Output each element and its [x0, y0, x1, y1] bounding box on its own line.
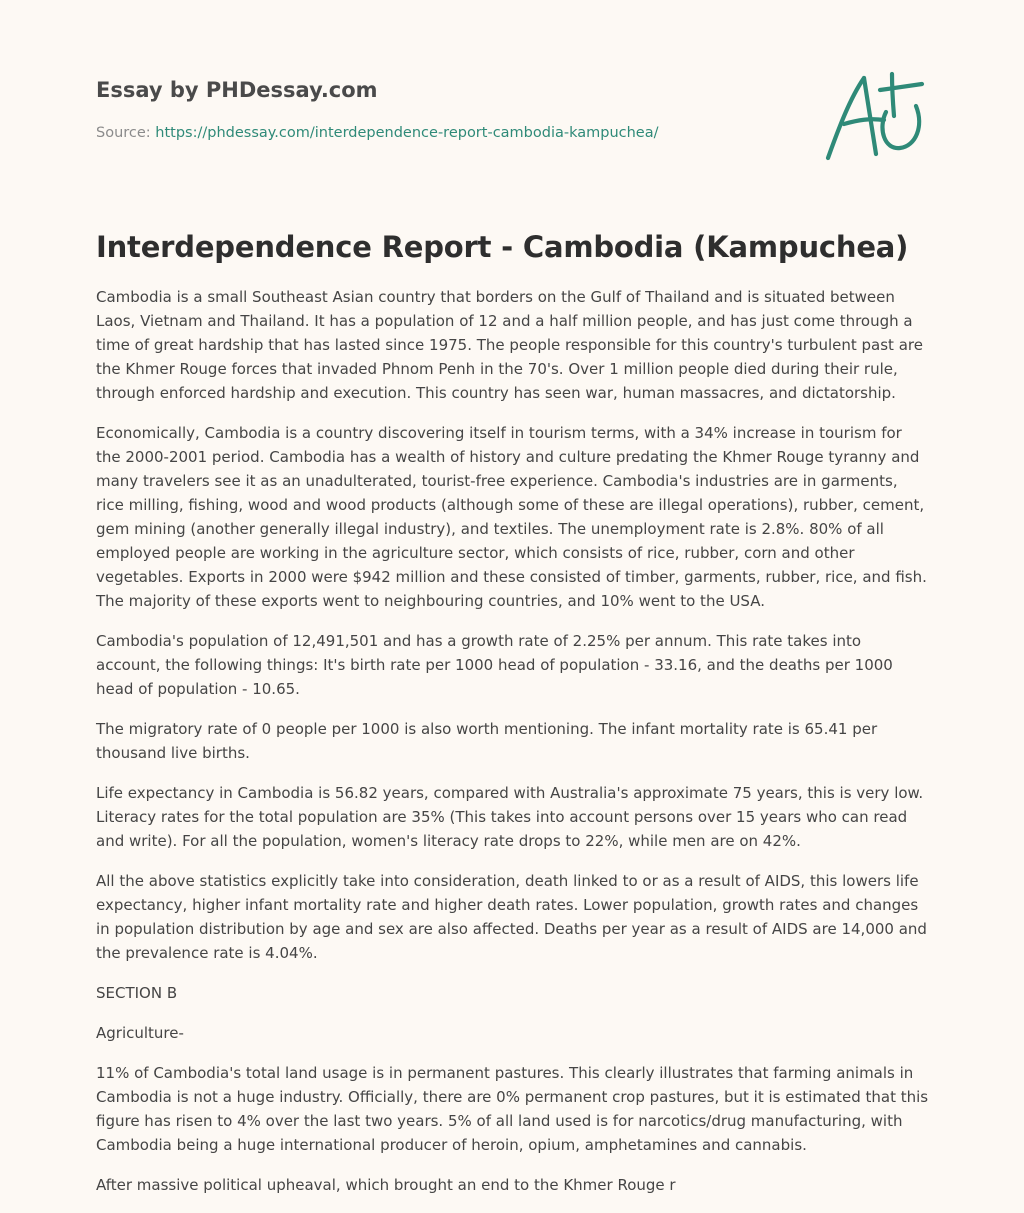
site-brand: Essay by PHDessay.com	[96, 78, 378, 102]
section-heading: SECTION B	[96, 984, 178, 1002]
source-line	[96, 123, 659, 143]
essay-page	[96, 0, 930, 1213]
essay-paragraph: Economically, Cambodia is a country discovering itself in tourism terms, with a 34% increase in tourism for the 2000-2001 period. Cambodia has a wealth of history and culture predating the Khmer Rouge tyranny and many travelers see it as an unadulterated, tourist-free experience. Cambodia's industries are in garments, rice milling, fishing, wood and wood products (although some of these are illegal operations), rubber, cement, gem mining (another generally illegal industry), and textiles. The unemployment rate is 2.8%. 80% of all employed people are working in the agriculture sector, which consists of rice, rubber, corn and other vegetables. Exports in 2000 were $942 million and these consisted of timber, garments, rubber, rice, and fish. The majority of these exports went to neighbouring countries, and 10% went to the USA.	[96, 424, 927, 610]
essay-paragraph: All the above statistics explicitly take into consideration, death linked to or as a result of AIDS, this lowers life expectancy, higher infant mortality rate and higher death rates. Lower population, growth rates and changes in population distribution by age and sex are also affected. Deaths per year as a result of AIDS are 14,000 and the prevalence rate is 4.04%.	[96, 872, 927, 962]
essay-paragraph: Cambodia's population of 12,491,501 and has a growth rate of 2.25% per annum. This rate takes into account, the following things: It's birth rate per 1000 head of population - 33.16, and the deaths per 1000 head of population - 10.65.	[96, 632, 893, 698]
essay-paragraph: Life expectancy in Cambodia is 56.82 years, compared with Australia's approximate 75 years, this is very low. Literacy rates for the total population are 35% (This takes into account persons over 15 years who can read and write). For all the population, women's literacy rate drops to 22%, while men are on 42%.	[96, 784, 924, 850]
essay-title: Interdependence Report - Cambodia (Kampuchea)	[96, 230, 909, 264]
essay-paragraph-truncated: After massive political upheaval, which brought an end to the Khmer Rouge r	[96, 1176, 676, 1194]
source-label: Source:	[96, 125, 156, 141]
a-plus-grade-icon	[824, 68, 928, 164]
page-header	[96, 0, 930, 190]
essay-paragraph: Cambodia is a small Southeast Asian country that borders on the Gulf of Thailand and is situated between Laos, Vietnam and Thailand. It has a population of 12 and a half million people, and has just come through a time of great hardship that has lasted since 1975. The people responsible for this country's turbulent past are the Khmer Rouge forces that invaded Phnom Penh in the 70's. Over 1 million people died during their rule, through enforced hardship and execution. This country has seen war, human massacres, and dictatorship.	[96, 288, 923, 402]
essay-paragraph: The migratory rate of 0 people per 1000 is also worth mentioning. The infant mortality rate is 65.41 per thousand live births.	[96, 720, 878, 762]
essay-body	[96, 285, 930, 1197]
essay-paragraph: 11% of Cambodia's total land usage is in permanent pastures. This clearly illustrates that farming animals in Cambodia is not a huge industry. Officially, there are 0% permanent crop pastures, but it is estimated that this figure has risen to 4% over the last two years. 5% of all land used is for narcotics/drug manufacturing, with Cambodia being a huge international producer of heroin, opium, amphetamines and cannabis.	[96, 1064, 929, 1154]
subsection-heading: Agriculture-	[96, 1024, 184, 1042]
source-link[interactable]: https://phdessay.com/interdependence-report-cambodia-kampuchea/	[155, 125, 659, 141]
